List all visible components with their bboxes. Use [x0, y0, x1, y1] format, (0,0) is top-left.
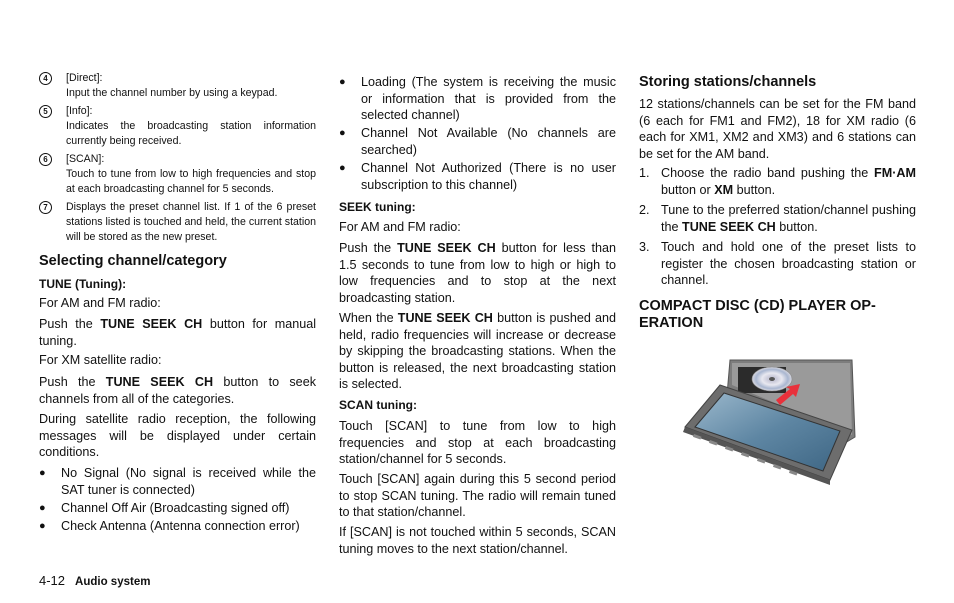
- list-item-direct: [39, 71, 316, 101]
- item-number: 6: [39, 153, 52, 166]
- list-item: 3. Touch and hold one of the preset lists to register the chosen broadcasting station or channel.: [639, 240, 916, 287]
- subheading: SCAN tuning:: [339, 398, 417, 412]
- paragraph: If [SCAN] is not touched within 5 seconds, SCAN tuning moves to the next station/channel.: [339, 525, 616, 556]
- list-item: ● Check Antenna (Antenna connection error): [39, 519, 300, 533]
- list-item-scan: [39, 152, 316, 197]
- paragraph: For AM and FM radio:: [39, 296, 161, 310]
- list-item: ● Loading (The system is receiving the music or information that is provided from the selected channel): [339, 75, 616, 122]
- list-item: ● Channel Not Authorized (There is no user subscription to this channel): [339, 161, 616, 192]
- paragraph: Touch [SCAN] to tune from low to high frequencies and stop at each broadcasting station/channel for 5 seconds.: [339, 419, 616, 466]
- item-desc: Input the channel number by using a keypad.: [66, 87, 278, 99]
- list-item: 1. Choose the radio band pushing the FM·AM button or XM button.: [639, 166, 916, 197]
- item-number: 5: [39, 105, 52, 118]
- item-number: 4: [39, 72, 52, 85]
- subheading: TUNE (Tuning):: [39, 277, 127, 291]
- list-item: ● No Signal (No signal is received while the SAT tuner is connected): [39, 466, 316, 497]
- cd-player-illustration: [680, 355, 860, 485]
- section-name: Audio system: [75, 576, 151, 588]
- paragraph: Touch [SCAN] again during this 5 second period to stop SCAN tuning. The radio will remain tuned to that station/channel.: [339, 472, 616, 519]
- section-heading: Storing stations/channels: [639, 74, 817, 90]
- list-item-info: [39, 104, 316, 149]
- paragraph: Push the TUNE SEEK CH button for manual tuning.: [39, 317, 317, 348]
- item-title: [Info]:: [66, 105, 93, 117]
- list-item: ● Channel Not Available (No channels are searched): [339, 126, 616, 157]
- paragraph: 12 stations/channels can be set for the FM band (6 each for FM1 and FM2), 18 for XM radio (6 each for XM1, XM2 and XM3) and 6 stations can be set for the AM band.: [639, 97, 916, 161]
- page-footer: [39, 573, 150, 588]
- paragraph: When the TUNE SEEK CH button is pushed and held, radio frequencies will increase or decrease by skipping the broadcasting stations. When the button is released, the next broadcasting station is selected.: [339, 311, 617, 391]
- item-number: 7: [39, 201, 52, 214]
- list-item-preset: [39, 200, 316, 245]
- item-title: [SCAN]:: [66, 153, 105, 165]
- paragraph: Push the TUNE SEEK CH button for less than 1.5 seconds to tune from low to high or high to low frequencies and to stop at the next broadcasting station.: [339, 241, 616, 305]
- subheading: SEEK tuning:: [339, 200, 416, 214]
- paragraph: During satellite radio reception, the following messages will be displayed under certain conditions.: [39, 412, 316, 459]
- section-heading: Selecting channel/category: [39, 253, 227, 269]
- item-desc: Touch to tune from low to high frequencies and stop at each broadcasting channel for 5 seconds.: [66, 168, 316, 195]
- list-item: 2. Tune to the preferred station/channel pushing the TUNE SEEK CH button.: [639, 203, 916, 234]
- item-title: Displays the preset channel list. If 1 of the 6 preset stations listed is touched and held, the current station will be stored as the new preset.: [66, 201, 316, 243]
- paragraph: Push the TUNE SEEK CH button to seek channels from all of the categories.: [39, 375, 316, 406]
- paragraph: For XM satellite radio:: [39, 353, 162, 367]
- section-heading: COMPACT DISC (CD) PLAYER OP- ERATION: [639, 298, 876, 331]
- page-number: 4-12: [39, 573, 66, 588]
- list-item: ● Channel Off Air (Broadcasting signed off): [39, 501, 290, 515]
- item-desc: Indicates the broadcasting station information currently being received.: [66, 120, 316, 147]
- item-title: [Direct]:: [66, 72, 103, 84]
- paragraph: For AM and FM radio:: [339, 220, 461, 234]
